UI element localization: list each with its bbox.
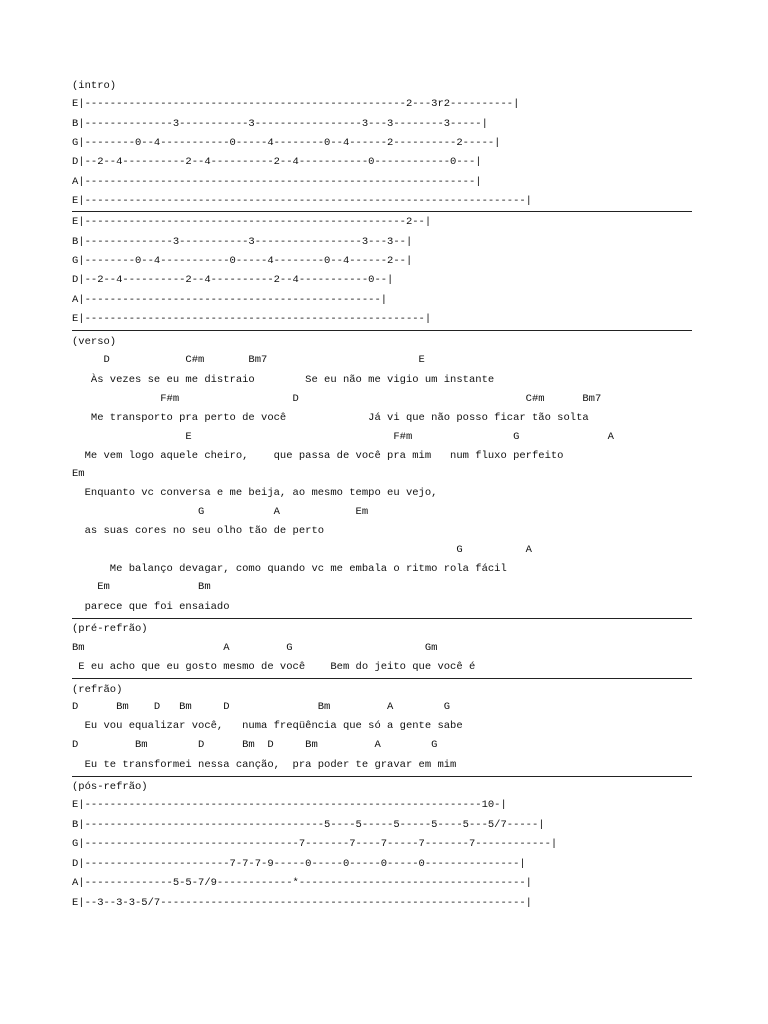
chord-line: G A Em [72, 506, 369, 518]
lyric-line: Me vem logo aquele cheiro, que passa de você pra mim num fluxo perfeito [72, 450, 564, 462]
tab-line: D|--2--4----------2--4----------2--4-----------0--| [72, 274, 394, 286]
section-divider [72, 776, 692, 777]
lyric-line: parece que foi ensaiado [72, 601, 230, 613]
tab-line: G|----------------------------------7-------7----7-----7-------7------------| [72, 838, 558, 850]
chord-line: G A [72, 544, 532, 556]
tab-line: B|--------------------------------------5----5-----5-----5----5---5/7-----| [72, 819, 545, 831]
tab-line: A|--------------------------------------------------------------| [72, 176, 482, 188]
chord-line: Bm A G Gm [72, 642, 438, 654]
lyric-line: Eu vou equalizar você, numa freqüência que só a gente sabe [72, 720, 463, 732]
lyric-line: Eu te transformei nessa canção, pra poder te gravar em mim [72, 759, 457, 771]
tab-line: B|--------------3-----------3-----------------3---3--| [72, 236, 413, 248]
tab-line: A|--------------5-5-7/9------------*------------------------------------| [72, 877, 532, 889]
section-label-verso: (verso) [72, 336, 117, 348]
lyric-line: as suas cores no seu olho tão de perto [72, 525, 325, 537]
chord-line: Em Bm [72, 581, 211, 593]
section-label-pre-refrao: (pré-refrão) [72, 623, 148, 635]
lyric-line: Enquanto vc conversa e me beija, ao mesmo tempo eu vejo, [72, 487, 438, 499]
lyric-line: Às vezes se eu me distraio Se eu não me vigio um instante [72, 374, 495, 386]
tab-line: A|-----------------------------------------------| [72, 294, 388, 306]
tab-line: E|---------------------------------------------------2---3r2----------| [72, 98, 520, 110]
section-divider [72, 678, 692, 679]
lyric-line: Me transporto pra perto de você Já vi que não posso ficar tão solta [72, 412, 589, 424]
tab-line: B|--------------3-----------3-----------------3---3--------3-----| [72, 118, 488, 130]
lyric-line: Me balanço devagar, como quando vc me embala o ritmo rola fácil [72, 563, 507, 575]
chord-line: Em [72, 468, 85, 480]
section-label-pos-refrao: (pós-refrão) [72, 781, 148, 793]
tab-line: E|------------------------------------------------------| [72, 313, 432, 325]
section-divider [72, 618, 692, 619]
tab-line: D|-----------------------7-7-7-9-----0-----0-----0-----0---------------| [72, 858, 526, 870]
tab-line: E|---------------------------------------------------2--| [72, 216, 432, 228]
chord-line: E F#m G A [72, 431, 614, 443]
tab-line: G|--------0--4-----------0-----4--------0--4------2--| [72, 255, 413, 267]
tab-line: E|---------------------------------------------------------------10-| [72, 799, 507, 811]
section-label-intro: (intro) [72, 80, 117, 92]
chord-line: D C#m Bm7 E [72, 354, 425, 366]
tab-line: G|--------0--4-----------0-----4--------0--4------2----------2-----| [72, 137, 501, 149]
chord-line: D Bm D Bm D Bm A G [72, 701, 451, 713]
tab-line: D|--2--4----------2--4----------2--4-----------0------------0---| [72, 156, 482, 168]
tab-line: E|----------------------------------------------------------------------| [72, 195, 532, 207]
lyric-line: E eu acho que eu gosto mesmo de você Bem do jeito que você é [72, 661, 476, 673]
section-divider [72, 211, 692, 212]
section-divider [72, 330, 692, 331]
chord-line: D Bm D Bm D Bm A G [72, 739, 438, 751]
chord-line: F#m D C#m Bm7 [72, 393, 602, 405]
tab-line: E|--3--3-3-5/7----------------------------------------------------------| [72, 897, 532, 909]
section-label-refrao: (refrão) [72, 684, 123, 696]
